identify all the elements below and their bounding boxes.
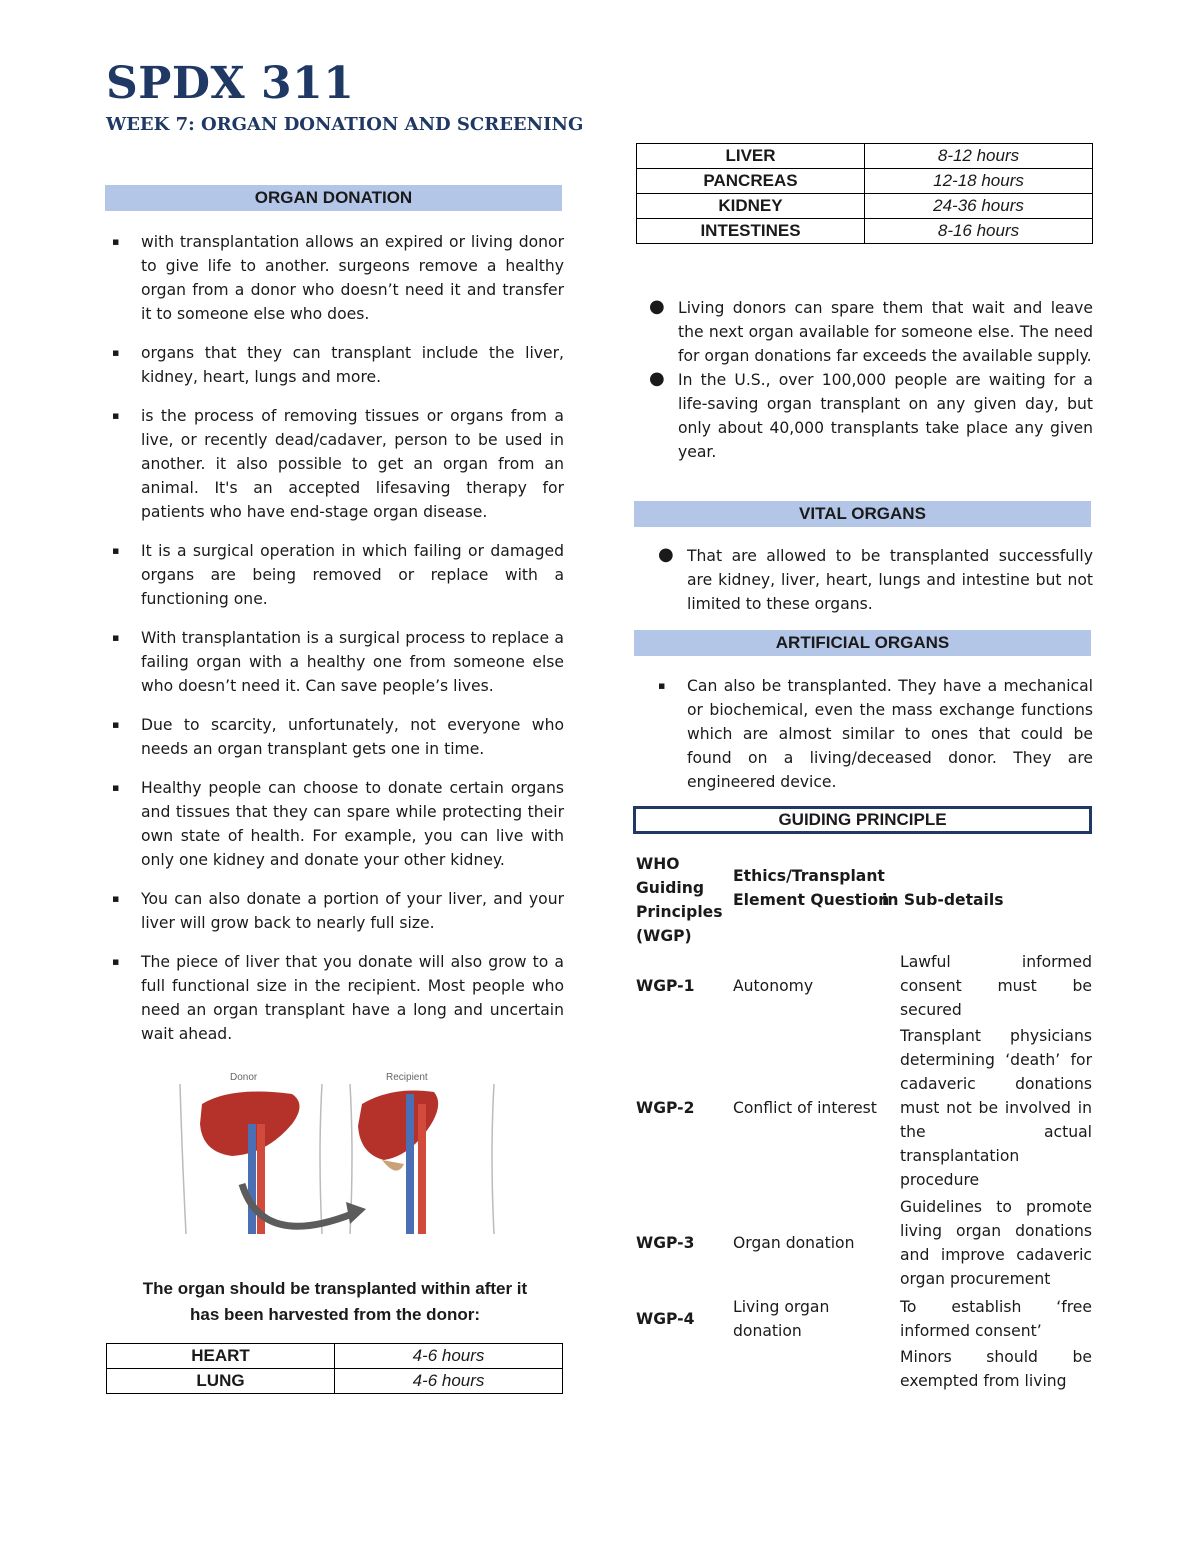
- square-bullet-icon: ▪: [112, 235, 120, 248]
- recipient-aorta-shape: [418, 1104, 426, 1234]
- transplant-window-table-left: [106, 1343, 563, 1394]
- dot-bullet-icon: ●: [649, 296, 665, 317]
- list-item: ▪ You can also donate a portion of your liver, and your liver will grow back to nearly full size.: [106, 887, 564, 935]
- list-item: ▪ The piece of liver that you donate will also grow to a full functional size in the recipient. Most people who need an organ transplant have a long and uncertain wait ahead.: [106, 950, 564, 1046]
- column-header-element: Ethics/Transplant Element Question: [733, 867, 890, 909]
- square-bullet-icon: ▪: [112, 544, 120, 557]
- square-bullet-icon: ▪: [112, 718, 120, 731]
- table-row: LIVER 8-12 hours: [637, 144, 1093, 169]
- list-item: ▪ organs that they can transplant include the liver, kidney, heart, lungs and more.: [106, 341, 564, 389]
- table-row: HEART 4-6 hours: [107, 1344, 563, 1369]
- transplant-window-table-right: [636, 143, 1093, 244]
- dot-bullet-icon: ●: [658, 544, 674, 565]
- vital-organs-list: [652, 544, 1093, 616]
- transplant-window-caption: The organ should be transplanted within after it has been harvested from the donor:: [142, 1279, 528, 1324]
- list-item: ● Living donors can spare them that wait and leave the next organ available for someone else. The need for organ donations far exceeds the available supply.: [649, 296, 1093, 365]
- list-item: ▪ With transplantation is a surgical process to replace a failing organ with a healthy one from someone else who doesn’t need it. Can save people’s lives.: [106, 626, 564, 698]
- list-item: ▪ Can also be transplanted. They have a mechanical or biochemical, even the mass exchange functions which are almost similar to ones that could be found on a living/deceased donor. They are engineered device.: [652, 674, 1093, 794]
- list-item: ● That are allowed to be transplanted successfully are kidney, liver, heart, lungs and intestine but not limited to these organs.: [658, 544, 1093, 613]
- living-donors-list: [643, 296, 1093, 464]
- course-code: SPDX 311: [106, 58, 355, 109]
- organ-donation-list: [106, 230, 564, 1061]
- section-heading-guiding-principle: GUIDING PRINCIPLE: [633, 806, 1092, 834]
- list-item: ▪ with transplantation allows an expired or living donor to give life to another. surgeons remove a healthy organ from a donor who doesn’t need it and transfer it to someone else who does.: [106, 230, 564, 326]
- recipient-label: Recipient: [386, 1072, 428, 1083]
- column-header-wgp: WHO Guiding Principles (WGP): [636, 855, 723, 945]
- square-bullet-icon: ▪: [112, 631, 120, 644]
- list-item: ▪ It is a surgical operation in which failing or damaged organs are being removed or replace with a functioning one.: [106, 539, 564, 611]
- square-bullet-icon: ▪: [112, 955, 120, 968]
- recipient-vein-shape: [406, 1094, 414, 1234]
- section-heading-organ-donation: ORGAN DONATION: [105, 185, 562, 211]
- column-header-details: in Sub-details: [882, 891, 1004, 909]
- artificial-organs-list: [652, 674, 1093, 809]
- square-bullet-icon: ▪: [112, 346, 120, 359]
- donor-vein-shape: [248, 1124, 256, 1234]
- list-item: ● In the U.S., over 100,000 people are waiting for a life-saving organ transplant on any given day, but only about 40,000 transplants take place any given year.: [649, 368, 1093, 461]
- table-row: INTESTINES 8-16 hours: [637, 219, 1093, 244]
- list-item: ▪ Healthy people can choose to donate certain organs and tissues that they can spare while protecting their own state of health. For example, you can live with only one kidney and donate your other kidney.: [106, 776, 564, 872]
- week-title: WEEK 7: ORGAN DONATION AND SCREENING: [106, 114, 584, 135]
- list-item: ▪ is the process of removing tissues or organs from a live, or recently dead/cadaver, person to be used in another. it also possible to get an organ from an animal. It's an accepted lifesaving therapy for patients who have end-stage organ disease.: [106, 404, 564, 524]
- section-heading-vital-organs: VITAL ORGANS: [634, 501, 1091, 527]
- donor-label: Donor: [230, 1072, 258, 1083]
- dot-bullet-icon: ●: [649, 368, 665, 389]
- square-bullet-icon: ▪: [112, 781, 120, 794]
- table-row: LUNG 4-6 hours: [107, 1369, 563, 1394]
- liver-transplant-illustration: [172, 1064, 502, 1239]
- table-row: KIDNEY 24-36 hours: [637, 194, 1093, 219]
- square-bullet-icon: ▪: [112, 409, 120, 422]
- table-row: PANCREAS 12-18 hours: [637, 169, 1093, 194]
- square-bullet-icon: ▪: [658, 679, 666, 692]
- section-heading-artificial-organs: ARTIFICIAL ORGANS: [634, 630, 1091, 656]
- list-item: ▪ Due to scarcity, unfortunately, not everyone who needs an organ transplant gets one in time.: [106, 713, 564, 761]
- square-bullet-icon: ▪: [112, 892, 120, 905]
